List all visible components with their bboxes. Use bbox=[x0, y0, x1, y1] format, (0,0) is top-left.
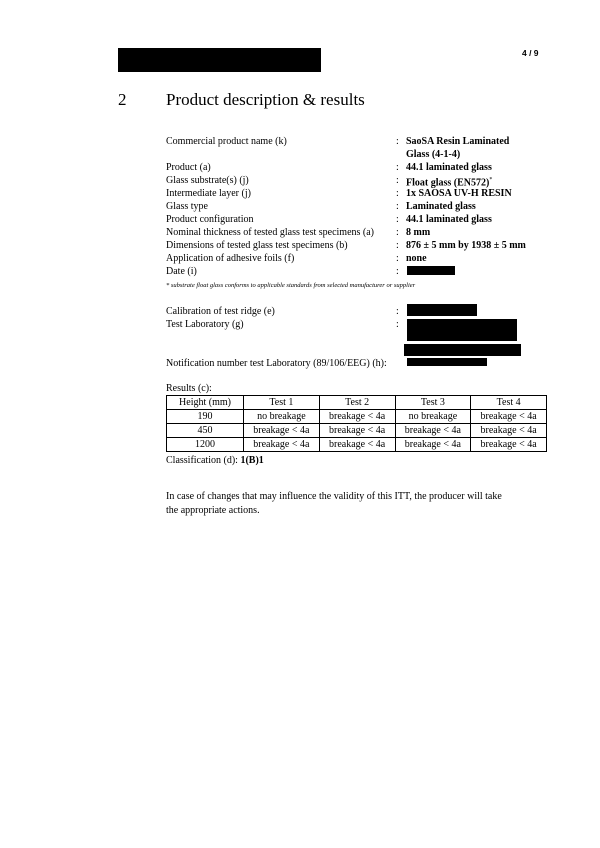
classification bbox=[166, 455, 264, 466]
colon: : bbox=[396, 227, 399, 238]
page-number: 4 / 9 bbox=[522, 48, 539, 58]
colon: : bbox=[396, 162, 399, 173]
dimensions-value: 876 ± 5 mm by 1938 ± 5 mm bbox=[406, 240, 526, 251]
product-configuration-value: 44.1 laminated glass bbox=[406, 214, 492, 225]
test-laboratory-label: Test Laboratory (g) bbox=[166, 319, 244, 330]
redacted-laboratory-address bbox=[404, 344, 521, 356]
table-row bbox=[167, 424, 547, 438]
glass-substrate-label: Glass substrate(s) (j) bbox=[166, 175, 249, 186]
glass-type-value: Laminated glass bbox=[406, 201, 476, 212]
calibration-label: Calibration of test ridge (e) bbox=[166, 306, 275, 317]
table-cell: no breakage bbox=[395, 410, 471, 424]
redacted-notification-number bbox=[407, 358, 487, 366]
product-name-label: Commercial product name (k) bbox=[166, 136, 287, 147]
redacted-header-block bbox=[118, 48, 321, 72]
table-cell: breakage < 4a bbox=[319, 410, 395, 424]
header-cell: Test 1 bbox=[244, 396, 320, 410]
header-cell: Test 3 bbox=[395, 396, 471, 410]
table-cell: breakage < 4a bbox=[471, 424, 547, 438]
colon: : bbox=[396, 266, 399, 277]
table-row bbox=[167, 410, 547, 424]
table-header-row bbox=[167, 396, 547, 410]
footnote-marker: * bbox=[489, 177, 493, 183]
intermediate-layer-value: 1x SAOSA UV-H RESIN bbox=[406, 188, 512, 199]
classification-value: 1(B)1 bbox=[240, 455, 264, 466]
colon: : bbox=[396, 214, 399, 225]
table-cell: breakage < 4a bbox=[395, 424, 471, 438]
table-cell: breakage < 4a bbox=[319, 438, 395, 452]
colon: : bbox=[396, 240, 399, 251]
date-label: Date (i) bbox=[166, 266, 197, 277]
classification-label: Classification (d): bbox=[166, 455, 238, 466]
notification-number-label: Notification number test Laboratory (89/106/EEG) (h): bbox=[166, 358, 387, 369]
product-name-value: SaoSA Resin Laminated bbox=[406, 136, 510, 147]
colon: : bbox=[396, 253, 399, 264]
table-cell: breakage < 4a bbox=[471, 410, 547, 424]
redacted-date bbox=[407, 266, 455, 275]
product-configuration-label: Product configuration bbox=[166, 214, 254, 225]
table-row bbox=[167, 438, 547, 452]
table-cell: breakage < 4a bbox=[244, 438, 320, 452]
intermediate-layer-label: Intermediate layer (j) bbox=[166, 188, 251, 199]
table-cell: breakage < 4a bbox=[471, 438, 547, 452]
redacted-laboratory bbox=[407, 319, 517, 341]
product-value: 44.1 laminated glass bbox=[406, 162, 492, 173]
substrate-footnote: * substrate float glass conforms to applicable standards from selected manufacturer or supplier bbox=[166, 282, 416, 289]
colon: : bbox=[396, 319, 399, 330]
colon: : bbox=[396, 175, 399, 186]
table-cell: breakage < 4a bbox=[395, 438, 471, 452]
adhesive-foils-value: none bbox=[406, 253, 427, 264]
adhesive-foils-label: Application of adhesive foils (f) bbox=[166, 253, 295, 264]
results-label: Results (c): bbox=[166, 383, 212, 394]
table-cell: no breakage bbox=[244, 410, 320, 424]
colon: : bbox=[396, 306, 399, 317]
results-table bbox=[166, 395, 547, 452]
glass-type-label: Glass type bbox=[166, 201, 208, 212]
header-cell: Height (mm) bbox=[167, 396, 244, 410]
product-label: Product (a) bbox=[166, 162, 211, 173]
header-cell: Test 2 bbox=[319, 396, 395, 410]
table-cell: breakage < 4a bbox=[244, 424, 320, 438]
header-cell: Test 4 bbox=[471, 396, 547, 410]
validity-note: In case of changes that may influence the validity of this ITT, the producer will take the appropriate actions. bbox=[166, 491, 502, 516]
section-title: Product description & results bbox=[166, 90, 365, 109]
redacted-calibration bbox=[407, 304, 477, 316]
glass-substrate-text: Float glass (EN572) bbox=[406, 177, 490, 189]
product-name-value-line2: Glass (4-1-4) bbox=[406, 149, 461, 160]
table-cell: breakage < 4a bbox=[319, 424, 395, 438]
colon: : bbox=[396, 188, 399, 199]
colon: : bbox=[396, 136, 399, 147]
section-number: 2 bbox=[118, 90, 127, 109]
table-cell: 450 bbox=[167, 424, 244, 438]
nominal-thickness-value: 8 mm bbox=[406, 227, 431, 238]
table-cell: 190 bbox=[167, 410, 244, 424]
nominal-thickness-label: Nominal thickness of tested glass test specimens (a) bbox=[166, 227, 375, 238]
table-cell: 1200 bbox=[167, 438, 244, 452]
colon: : bbox=[396, 201, 399, 212]
dimensions-label: Dimensions of tested glass test specimens (b) bbox=[166, 240, 348, 251]
